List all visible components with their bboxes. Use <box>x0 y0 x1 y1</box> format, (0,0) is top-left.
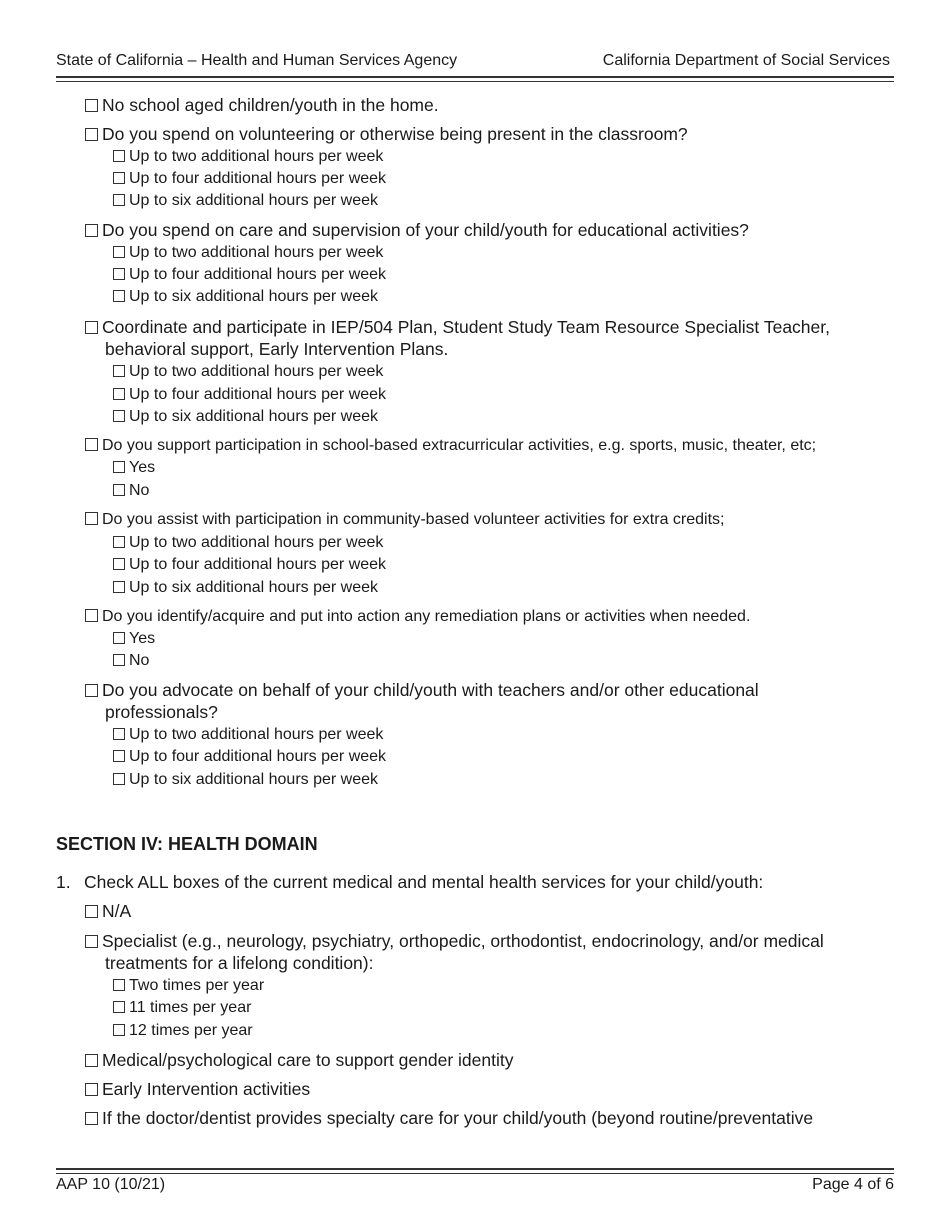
question-label: N/A <box>102 901 132 921</box>
checkbox[interactable] <box>113 1024 125 1036</box>
header-agency: State of California – Health and Human Services Agency <box>56 52 458 69</box>
checkbox[interactable] <box>85 99 98 112</box>
checkbox[interactable] <box>113 979 125 991</box>
checkbox[interactable] <box>113 290 125 302</box>
question-specialist <box>85 930 824 974</box>
question-remediation <box>85 606 750 628</box>
checkbox[interactable] <box>85 128 98 141</box>
option-six-hours <box>113 190 378 212</box>
option-label: Up to four additional hours per week <box>129 386 387 403</box>
option-label: Up to six additional hours per week <box>129 579 379 596</box>
page-header <box>56 52 890 74</box>
option-label: Up to four additional hours per week <box>129 748 387 765</box>
option-label: Up to two additional hours per week <box>129 148 384 165</box>
question-label-continued: professionals? <box>105 702 218 722</box>
option-two-hours <box>113 361 383 383</box>
question-label: Do you advocate on behalf of your child/youth with teachers and/or other educational <box>102 680 759 700</box>
question-label: Specialist (e.g., neurology, psychiatry, orthopedic, orthodontist, endocrinology, and/or medical <box>102 931 824 951</box>
option-label: 11 times per year <box>129 999 252 1016</box>
option-four-hours <box>113 554 386 576</box>
checkbox[interactable] <box>113 365 125 377</box>
option-label: Up to four additional hours per week <box>129 556 387 573</box>
checkbox[interactable] <box>113 246 125 258</box>
question-advocate <box>85 679 759 723</box>
footer-divider <box>56 1168 894 1174</box>
option-six-hours <box>113 577 378 599</box>
option-six-hours <box>113 406 378 428</box>
header-department: California Department of Social Services <box>602 52 890 69</box>
checkbox[interactable] <box>113 558 125 570</box>
question-community-volunteer <box>85 509 724 531</box>
option-label: Two times per year <box>129 977 265 994</box>
checkbox[interactable] <box>113 194 125 206</box>
question-label: Do you assist with participation in community-based volunteer activities for extra credits; <box>102 511 725 528</box>
option-label: Up to two additional hours per week <box>129 244 384 261</box>
option-six-hours <box>113 286 378 308</box>
question-extracurricular <box>85 435 816 457</box>
question-label: If the doctor/dentist provides specialty care for your child/youth (beyond routine/preventative <box>102 1108 814 1128</box>
option-label: 12 times per year <box>129 1022 253 1039</box>
section-title: SECTION IV: HEALTH DOMAIN <box>56 834 318 854</box>
question-label: No school aged children/youth in the home. <box>102 95 439 115</box>
option-label: Yes <box>129 459 156 476</box>
checkbox[interactable] <box>85 935 98 948</box>
option-yes <box>113 457 155 479</box>
question-specialty-care <box>85 1107 813 1129</box>
question-label: Do you identify/acquire and put into action any remediation plans or activities when needed. <box>102 608 751 625</box>
checkbox[interactable] <box>113 268 125 280</box>
option-two-hours <box>113 146 383 168</box>
option-label: Up to six additional hours per week <box>129 408 379 425</box>
option-label: Up to two additional hours per week <box>129 726 384 743</box>
checkbox[interactable] <box>85 1054 98 1067</box>
checkbox[interactable] <box>113 773 125 785</box>
checkbox[interactable] <box>85 224 98 237</box>
checkbox[interactable] <box>85 321 98 334</box>
checkbox[interactable] <box>113 150 125 162</box>
checkbox[interactable] <box>85 512 98 525</box>
option-four-hours <box>113 264 386 286</box>
question-label-continued: treatments for a lifelong condition): <box>105 953 374 973</box>
checkbox[interactable] <box>113 750 125 762</box>
checkbox[interactable] <box>85 1112 98 1125</box>
option-two-hours <box>113 242 383 264</box>
checkbox[interactable] <box>85 609 98 622</box>
checkbox[interactable] <box>113 581 125 593</box>
option-no <box>113 650 149 672</box>
question-label: Do you spend on care and supervision of your child/youth for educational activities? <box>102 220 749 240</box>
checkbox[interactable] <box>113 172 125 184</box>
checkbox[interactable] <box>85 1083 98 1096</box>
question-iep-504 <box>85 316 830 360</box>
checkbox[interactable] <box>113 654 125 666</box>
option-label: Up to two additional hours per week <box>129 363 384 380</box>
checkbox[interactable] <box>113 388 125 400</box>
item-number: 1. <box>56 872 71 892</box>
checkbox[interactable] <box>113 461 125 473</box>
option-label: No <box>129 652 150 669</box>
question-label: Coordinate and participate in IEP/504 Plan, Student Study Team Resource Specialist Teacher, <box>102 317 830 337</box>
question-gender-identity <box>85 1049 513 1071</box>
checkbox[interactable] <box>85 905 98 918</box>
option-label: Up to six additional hours per week <box>129 771 379 788</box>
option-two-hours <box>113 724 383 746</box>
option-two-times <box>113 975 264 997</box>
page-number: Page 4 of 6 <box>812 1176 894 1193</box>
question-na <box>85 900 131 922</box>
option-six-hours <box>113 769 378 791</box>
option-label: Up to six additional hours per week <box>129 192 379 209</box>
checkbox[interactable] <box>85 438 98 451</box>
option-no <box>113 480 149 502</box>
option-two-hours <box>113 532 383 554</box>
question-label: Early Intervention activities <box>102 1079 311 1099</box>
option-label: Up to six additional hours per week <box>129 288 379 305</box>
question-label: Medical/psychological care to support gender identity <box>102 1050 514 1070</box>
checkbox[interactable] <box>113 728 125 740</box>
header-divider <box>56 76 894 82</box>
option-label: Up to four additional hours per week <box>129 170 387 187</box>
option-four-hours <box>113 746 386 768</box>
option-four-hours <box>113 384 386 406</box>
checkbox[interactable] <box>113 1001 125 1013</box>
question-early-intervention <box>85 1078 310 1100</box>
item-1 <box>56 872 763 893</box>
checkbox[interactable] <box>113 536 125 548</box>
checkbox[interactable] <box>113 410 125 422</box>
question-label: Do you support participation in school-based extracurricular activities, e.g. sports, music, theater, etc; <box>102 437 817 454</box>
form-id: AAP 10 (10/21) <box>56 1176 166 1193</box>
question-care-supervision <box>85 219 749 241</box>
item-text: Check ALL boxes of the current medical and mental health services for your child/youth: <box>84 872 764 892</box>
option-label: Up to four additional hours per week <box>129 266 387 283</box>
question-label: Do you spend on volunteering or otherwise being present in the classroom? <box>102 124 688 144</box>
checkbox[interactable] <box>113 632 125 644</box>
option-four-hours <box>113 168 386 190</box>
question-volunteering-classroom <box>85 123 688 145</box>
option-label: Yes <box>129 630 156 647</box>
question-no-school-children <box>85 94 439 116</box>
option-twelve-times <box>113 1020 253 1042</box>
option-label: No <box>129 482 150 499</box>
option-label: Up to two additional hours per week <box>129 534 384 551</box>
question-label-continued: behavioral support, Early Intervention Plans. <box>105 339 449 359</box>
checkbox[interactable] <box>113 484 125 496</box>
option-yes <box>113 628 155 650</box>
checkbox[interactable] <box>85 684 98 697</box>
option-eleven-times <box>113 997 251 1019</box>
